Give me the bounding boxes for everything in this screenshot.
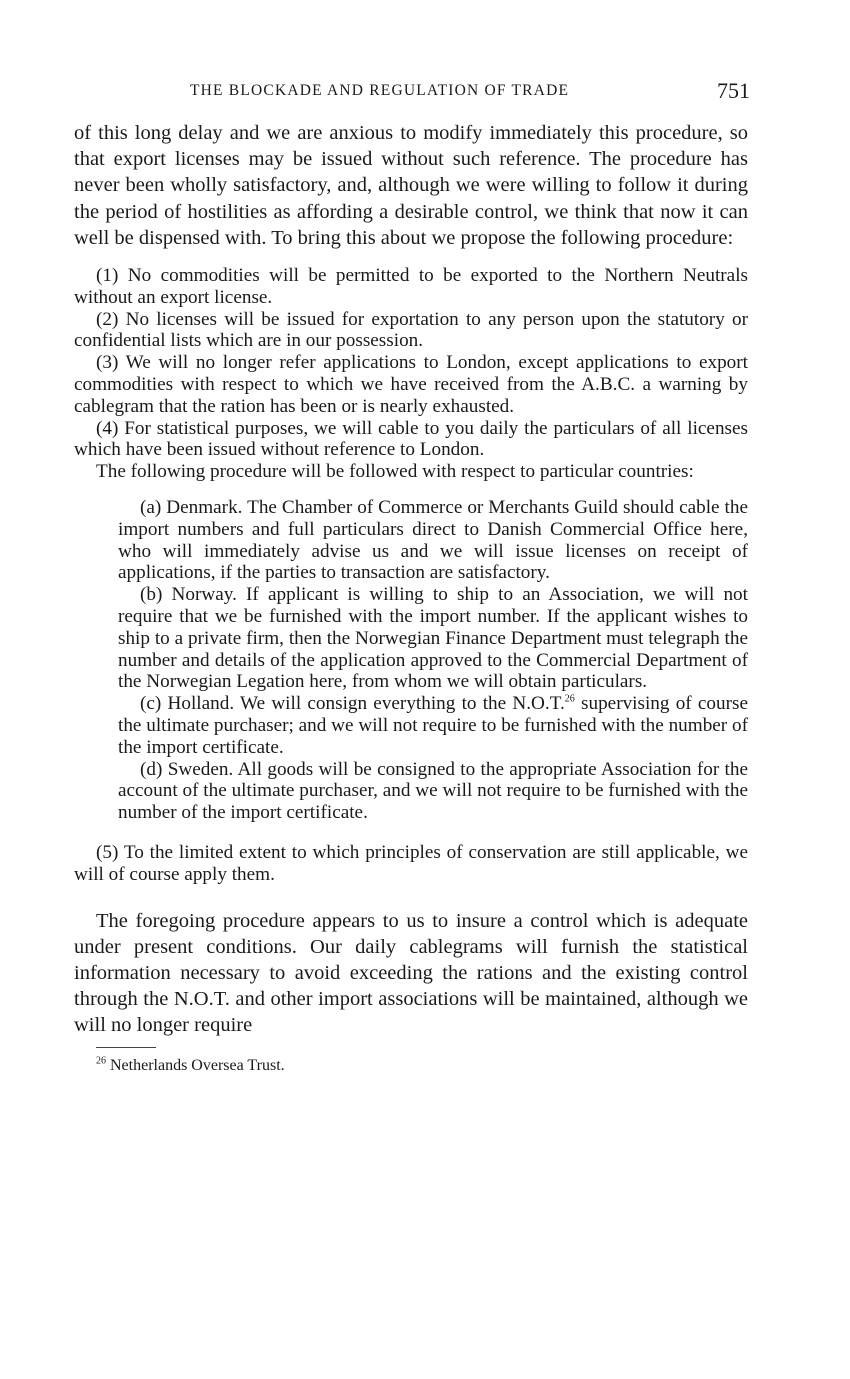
procedure-item-4: (4) For statistical purposes, we will cable to you daily the particulars of all licenses which have been issued without reference to London. [74,417,748,461]
country-denmark: (a) Denmark. The Chamber of Commerce or Merchants Guild should cable the import numbers and full particulars direct to Danish Commercial Office here, who will immediately advise us and we will issue licenses on receipt of applications, if the parties to transaction are satisfactory. [118,496,748,584]
intro-paragraph: of this long delay and we are anxious to modify immediately this procedure, so that export licenses may be issued without such reference. The procedure has never been wholly satisfactory, and, although we were willing to follow it during the period of hostilities as affording a desirable control, we think that now it can well be dispensed with. To bring this about we propose the following procedure: [74,122,748,249]
procedure-item-5: (5) To the limited extent to which principles of conservation are still applicable, we will of course apply them. [74,841,748,885]
footnote [74,1056,748,1076]
country-holland [118,693,748,758]
page-header [190,78,750,108]
holland-text-start: (c) Holland. We will consign everything to the N.O.T. [140,693,565,715]
procedure-item-2: (2) No licenses will be issued for exportation to any person upon the statutory or confidential lists which are in our possession. [74,308,748,352]
procedure-item-1: (1) No commodities will be permitted to be exported to the Northern Neutrals without an export license. [74,265,748,308]
page-number: 751 [717,78,750,103]
page-body [74,120,748,1076]
countries-intro: The following procedure will be followed with respect to particular countries: [96,461,694,483]
holland-text-end: supervising of course the ultimate purchaser; and we will not require to be furnished with the number of the import certificate. [118,693,748,758]
country-sweden: (d) Sweden. All goods will be consigned to the appropriate Association for the account of the ultimate purchaser, and we will not require to be furnished with the number of the import certificate. [118,758,748,824]
footnote-reference: 26 [564,693,575,705]
running-head: THE BLOCKADE AND REGULATION OF TRADE [190,82,570,99]
footnote-marker: 26 [96,1055,106,1067]
procedure-item-3: (3) We will no longer refer applications to London, except applications to export commodities with respect to which we have received from the A.B.C. a warning by cablegram that the ration has been or is nearly exhausted. [74,352,748,417]
footnote-divider [96,1047,156,1048]
footnote-text: Netherlands Oversea Trust. [110,1056,285,1074]
country-norway: (b) Norway. If applicant is willing to ship to an Association, we will not require that we be furnished with the import number. If the applicant wishes to ship to a private firm, then the Norwegian Finance Department must telegraph the number and details of the application approved to the Commercial Department of the Norwegian Legation here, from whom we will obtain particulars. [118,584,748,693]
closing-paragraph: The foregoing procedure appears to us to insure a control which is adequate under present conditions. Our daily cablegrams will furnish the statistical information necessary to avoid exceeding the rations and the existing control through the N.O.T. and other import associations will be maintained, although we will no longer require [74,909,748,1037]
